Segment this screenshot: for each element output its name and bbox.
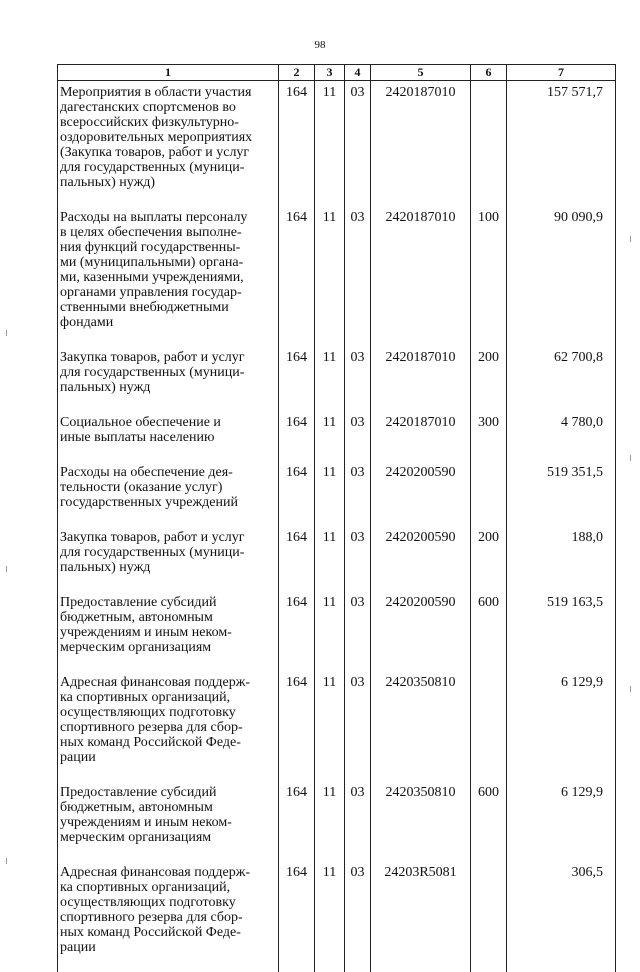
expense-name-line: мерческим организациям bbox=[60, 640, 211, 655]
amount: 6 129,9 bbox=[507, 672, 616, 782]
expense-name bbox=[58, 412, 279, 462]
section-code: 11 bbox=[315, 412, 345, 462]
expense-name-line: рации bbox=[60, 940, 96, 955]
section-code: 11 bbox=[315, 782, 345, 862]
expense-name-line: ми (муниципальными) органа- bbox=[60, 255, 243, 270]
expense-name-line: спортивного резерва для сбор- bbox=[60, 910, 243, 925]
table-body bbox=[58, 81, 616, 972]
expense-name-line: бюджетным, автономным bbox=[60, 610, 213, 625]
expense-name-line: ния функций государственны- bbox=[60, 240, 240, 255]
header-col-6: 6 bbox=[471, 65, 507, 81]
target-article-code: 2420200590 bbox=[371, 592, 471, 672]
amount: 188,0 bbox=[507, 527, 616, 592]
ministry-code: 164 bbox=[279, 672, 315, 782]
target-article-code: 2420350810 bbox=[371, 782, 471, 862]
table-row bbox=[58, 527, 616, 592]
target-article-code: 2420350810 bbox=[371, 672, 471, 782]
subsection-code: 03 bbox=[345, 592, 371, 672]
expense-name-line: ми, казенными учреждениями, bbox=[60, 270, 244, 285]
amount: 6 129,9 bbox=[507, 782, 616, 862]
expense-name bbox=[58, 782, 279, 862]
section-code: 11 bbox=[315, 862, 345, 972]
expense-name-line: ных команд Российской Феде- bbox=[60, 925, 241, 940]
amount: 519 163,5 bbox=[507, 592, 616, 672]
expense-name-line: учреждениям и иным неком- bbox=[60, 625, 232, 640]
expense-name-line: Мероприятия в области участия bbox=[60, 85, 251, 100]
expense-name-line: Закупка товаров, работ и услуг bbox=[60, 350, 245, 365]
expense-name-line: Предоставление субсидий bbox=[60, 595, 216, 610]
subsection-code: 03 bbox=[345, 782, 371, 862]
expense-name-line: государственных учреждений bbox=[60, 495, 238, 510]
subsection-code: 03 bbox=[345, 862, 371, 972]
expense-name-line: осуществляющих подготовку bbox=[60, 705, 236, 720]
target-article-code: 2420187010 bbox=[371, 347, 471, 412]
target-article-code: 24203R5081 bbox=[371, 862, 471, 972]
expense-name-line: оздоровительных мероприятиях bbox=[60, 130, 252, 145]
expense-name-line: для государственных (муници- bbox=[60, 160, 244, 175]
margin-mark bbox=[630, 686, 631, 692]
table-row bbox=[58, 412, 616, 462]
expense-name-line: спортивного резерва для сбор- bbox=[60, 720, 243, 735]
section-code: 11 bbox=[315, 462, 345, 527]
subsection-code: 03 bbox=[345, 412, 371, 462]
margin-mark bbox=[6, 858, 7, 864]
expense-name-line: ственными внебюджетными bbox=[60, 300, 229, 315]
table-row bbox=[58, 672, 616, 782]
expense-name-line: осуществляющих подготовку bbox=[60, 895, 236, 910]
expense-type-code bbox=[471, 862, 507, 972]
section-code: 11 bbox=[315, 527, 345, 592]
expense-type-code: 200 bbox=[471, 347, 507, 412]
ministry-code: 164 bbox=[279, 81, 315, 208]
subsection-code: 03 bbox=[345, 527, 371, 592]
target-article-code: 2420187010 bbox=[371, 81, 471, 208]
subsection-code: 03 bbox=[345, 207, 371, 347]
table-row bbox=[58, 207, 616, 347]
target-article-code: 2420187010 bbox=[371, 412, 471, 462]
expense-name-line: Расходы на обеспечение дея- bbox=[60, 465, 233, 480]
expense-type-code: 100 bbox=[471, 207, 507, 347]
expense-name-line: Адресная финансовая поддерж- bbox=[60, 675, 250, 690]
expense-name-line: органами управления государ- bbox=[60, 285, 242, 300]
section-code: 11 bbox=[315, 347, 345, 412]
expense-type-code: 200 bbox=[471, 527, 507, 592]
ministry-code: 164 bbox=[279, 782, 315, 862]
expense-name bbox=[58, 462, 279, 527]
expense-name bbox=[58, 592, 279, 672]
expense-name-line: для государственных (муници- bbox=[60, 545, 244, 560]
amount: 62 700,8 bbox=[507, 347, 616, 412]
ministry-code: 164 bbox=[279, 592, 315, 672]
table-row bbox=[58, 592, 616, 672]
expense-name bbox=[58, 207, 279, 347]
expense-name bbox=[58, 81, 279, 208]
header-row bbox=[58, 65, 616, 81]
expense-name-line: мерческим организациям bbox=[60, 830, 211, 845]
subsection-code: 03 bbox=[345, 462, 371, 527]
ministry-code: 164 bbox=[279, 412, 315, 462]
expense-type-code: 600 bbox=[471, 782, 507, 862]
margin-mark bbox=[6, 566, 7, 572]
expense-name-line: бюджетным, автономным bbox=[60, 800, 213, 815]
expense-name-line: Расходы на выплаты персоналу bbox=[60, 210, 247, 225]
table-row bbox=[58, 347, 616, 412]
expense-name-line: ных команд Российской Феде- bbox=[60, 735, 241, 750]
expense-name bbox=[58, 672, 279, 782]
table-header bbox=[58, 65, 616, 81]
header-col-5: 5 bbox=[371, 65, 471, 81]
margin-mark bbox=[6, 330, 7, 336]
header-col-1: 1 bbox=[58, 65, 279, 81]
ministry-code: 164 bbox=[279, 527, 315, 592]
subsection-code: 03 bbox=[345, 672, 371, 782]
expense-name-line: Адресная финансовая поддерж- bbox=[60, 865, 250, 880]
expense-type-code: 600 bbox=[471, 592, 507, 672]
expense-name-line: ка спортивных организаций, bbox=[60, 880, 230, 895]
amount: 90 090,9 bbox=[507, 207, 616, 347]
expense-name-line: пальных) нужд bbox=[60, 380, 150, 395]
expense-name-line: (Закупка товаров, работ и услуг bbox=[60, 145, 249, 160]
expense-type-code bbox=[471, 672, 507, 782]
section-code: 11 bbox=[315, 81, 345, 208]
ministry-code: 164 bbox=[279, 862, 315, 972]
header-col-3: 3 bbox=[315, 65, 345, 81]
header-col-4: 4 bbox=[345, 65, 371, 81]
target-article-code: 2420187010 bbox=[371, 207, 471, 347]
ministry-code: 164 bbox=[279, 462, 315, 527]
header-col-7: 7 bbox=[507, 65, 616, 81]
amount: 4 780,0 bbox=[507, 412, 616, 462]
expense-type-code bbox=[471, 81, 507, 208]
table-row bbox=[58, 462, 616, 527]
table-row bbox=[58, 782, 616, 862]
expense-name-line: Социальное обеспечение и bbox=[60, 415, 221, 430]
subsection-code: 03 bbox=[345, 81, 371, 208]
margin-mark bbox=[630, 455, 631, 461]
expense-name-line: фондами bbox=[60, 315, 113, 330]
target-article-code: 2420200590 bbox=[371, 462, 471, 527]
expense-name-line: в целях обеспечения выполне- bbox=[60, 225, 242, 240]
expense-name-line: всероссийских физкультурно- bbox=[60, 115, 239, 130]
expense-name-line: иные выплаты населению bbox=[60, 430, 214, 445]
section-code: 11 bbox=[315, 672, 345, 782]
amount: 306,5 bbox=[507, 862, 616, 972]
expense-name-line: пальных) нужд bbox=[60, 560, 150, 575]
expense-name-line: для государственных (муници- bbox=[60, 365, 244, 380]
expense-name-line: Предоставление субсидий bbox=[60, 785, 216, 800]
expense-name-line: Закупка товаров, работ и услуг bbox=[60, 530, 245, 545]
expense-name bbox=[58, 527, 279, 592]
expense-name-line: учреждениям и иным неком- bbox=[60, 815, 232, 830]
expense-name bbox=[58, 347, 279, 412]
amount: 157 571,7 bbox=[507, 81, 616, 208]
target-article-code: 2420200590 bbox=[371, 527, 471, 592]
expense-name-line: пальных) нужд) bbox=[60, 175, 155, 190]
header-col-2: 2 bbox=[279, 65, 315, 81]
expense-name bbox=[58, 862, 279, 972]
table-row bbox=[58, 862, 616, 972]
expense-name-line: рации bbox=[60, 750, 96, 765]
ministry-code: 164 bbox=[279, 347, 315, 412]
expense-type-code bbox=[471, 462, 507, 527]
expense-type-code: 300 bbox=[471, 412, 507, 462]
section-code: 11 bbox=[315, 592, 345, 672]
ministry-code: 164 bbox=[279, 207, 315, 347]
expense-name-line: ка спортивных организаций, bbox=[60, 690, 230, 705]
subsection-code: 03 bbox=[345, 347, 371, 412]
expense-name-line: дагестанских спортсменов во bbox=[60, 100, 236, 115]
budget-table bbox=[57, 64, 616, 972]
page-number: 98 bbox=[0, 39, 640, 51]
table-row bbox=[58, 81, 616, 208]
margin-mark bbox=[630, 236, 631, 242]
amount: 519 351,5 bbox=[507, 462, 616, 527]
section-code: 11 bbox=[315, 207, 345, 347]
expense-name-line: тельности (оказание услуг) bbox=[60, 480, 222, 495]
